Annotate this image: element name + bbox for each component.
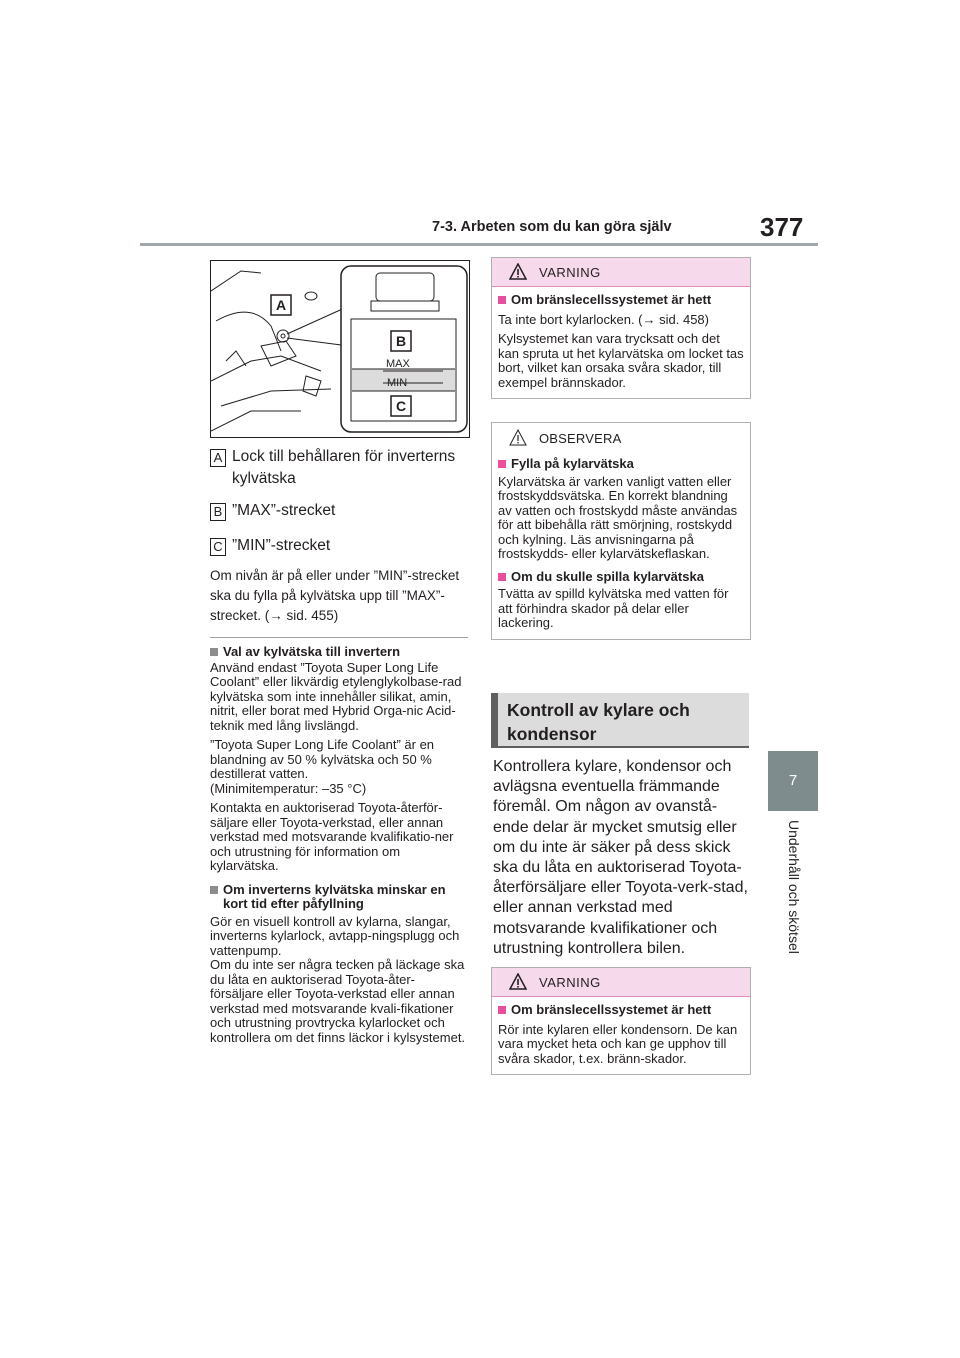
legend-text-c: ”MIN”-strecket xyxy=(232,537,331,554)
header-rule xyxy=(140,243,818,246)
bullet-square xyxy=(210,886,218,894)
section-title: 7-3. Arbeten som du kan göra själv xyxy=(432,219,672,235)
bullet-square xyxy=(498,1006,506,1014)
warning-p1: Rör inte kylaren eller kondensorn. De kan vara mycket heta och kan ge upphov till svåra skador, t.ex. bränn-skador. xyxy=(498,1021,738,1066)
section-heading-text: Kontroll av kylare och kondensor xyxy=(507,700,690,744)
legend-letter-a: A xyxy=(210,449,226,467)
callout-b: B xyxy=(395,333,407,349)
section-body: Kontrollera kylare, kondensor och avlägsna eventuella främmande föremål. Om någon av ovanstå-ende delar är mycket smutsig eller om du inte är säker på dess skick ska du låta en auktoriserad Toyota-återförsäljare eller Toyota-verk-stad, eller annan verkstad med motsvarande kvalifikationer och utrustning kontrollera bilen. xyxy=(493,758,748,957)
coolant-choice-p2: ”Toyota Super Long Life Coolant” är en blandning av 50 % kylvätska och 50 % destillerat vatten. xyxy=(210,737,435,781)
warning-body xyxy=(492,997,750,1074)
chapter-tab[interactable]: 7 xyxy=(768,751,818,811)
notice-heading-1: Fylla på kylarvätska xyxy=(498,457,744,472)
chapter-label xyxy=(784,820,804,970)
coolant-reservoir-illustration xyxy=(210,260,470,438)
notice-heading-2: Om du skulle spilla kylarvätska xyxy=(498,570,744,585)
callout-a: A xyxy=(275,297,287,313)
legend-letter-b: B xyxy=(210,503,226,521)
warning-box-1 xyxy=(491,257,751,399)
bullet-square xyxy=(498,296,506,304)
coolant-decrease-p2: Om du inte ser några tecken på läckage ska du låta en auktoriserad Toyota-åter-försäljare eller Toyota-verkstad eller annan verkstad med motsvarande kvali-fikationer och utrustning provtrycka kylarlocket och kontrollera om det finns läckor i kylsystemet. xyxy=(210,957,466,1045)
coolant-choice-heading: Val av kylvätska till invertern xyxy=(210,645,468,660)
notice-label: OBSERVERA xyxy=(539,431,622,446)
bullet-square xyxy=(498,573,506,581)
page-number: 377 xyxy=(760,212,804,242)
warning-triangle-icon xyxy=(509,973,527,990)
min-mark: MIN xyxy=(387,377,408,389)
legend-item-a xyxy=(210,446,464,490)
intro-note: Om nivån är på eller under ”MIN”-strecket ska du fylla på kylvätska upp till ”MAX”-strecket. (→ sid. 455) xyxy=(210,568,460,623)
notice-p2: Tvätta av spilld kylvätska med vatten för att förhindra skador på delar eller lackering. xyxy=(498,586,729,630)
legend-text-a: Lock till behållaren för inverterns kylvätska xyxy=(232,448,456,487)
legend-item-b xyxy=(210,500,464,522)
divider xyxy=(210,637,468,638)
warning-p1: Ta inte bort kylarlocken. (→ sid. 458) xyxy=(498,311,709,327)
warning-triangle-icon xyxy=(509,263,527,280)
chapter-label-text: Underhåll och skötsel xyxy=(786,820,802,954)
warning-header xyxy=(492,258,750,287)
coolant-decrease-p1: Gör en visuell kontroll av kylarna, slangar, inverterns kylarlock, avtapp-ningsplugg och vattenpump. xyxy=(210,913,460,958)
warning-header xyxy=(492,968,750,997)
warning-label: VARNING xyxy=(539,975,601,990)
warning-body xyxy=(492,287,750,398)
callout-c: C xyxy=(395,398,407,414)
legend-item-c xyxy=(210,535,464,557)
caution-triangle-icon xyxy=(509,429,527,446)
left-column xyxy=(210,645,468,1045)
warning-box-2 xyxy=(491,967,751,1075)
warning-heading: Om bränslecellssystemet är hett xyxy=(498,293,744,308)
notice-body xyxy=(492,451,750,639)
coolant-choice-p1: Använd endast ”Toyota Super Long Life Coolant” eller likvärdig etylenglykolbase-rad kylvätska som inte innehåller silikat, amin, nitrit, eller borat med Hybrid Orga-nic Acid-teknik med lång livslängd. xyxy=(210,659,462,733)
warning-p2: Kylsystemet kan vara trycksatt och det kan spruta ut het kylarvätska om locket tas bort, vilket kan orsaka svåra skador, till exempel brännskador. xyxy=(498,331,744,390)
warning-heading: Om bränslecellssystemet är hett xyxy=(498,1003,744,1018)
bullet-square xyxy=(210,648,218,656)
warning-label: VARNING xyxy=(539,265,601,280)
coolant-decrease-heading: Om inverterns kylvätska minskar en kort tid efter påfyllning xyxy=(210,883,468,912)
bullet-square xyxy=(498,460,506,468)
max-mark: MAX xyxy=(386,358,410,370)
legend-text-b: ”MAX”-strecket xyxy=(232,502,336,519)
notice-box xyxy=(491,422,751,640)
notice-p1: Kylarvätska är varken vanligt vatten eller frostskyddsvätska. En korrekt blandning av vatten och frostskydd måste användas för att bibehålla rätt smörjning, rostskydd och kylning. Läs anvisningarna på frostskydds- eller kylarvätskeflaskan. xyxy=(498,473,738,561)
legend-letter-c: C xyxy=(210,538,226,556)
notice-header xyxy=(492,423,750,451)
coolant-choice-p3: Kontakta en auktoriserad Toyota-återför-säljare eller Toyota-verkstad, eller annan verkstad med motsvarande kvalifikatio-ner och utrustning för information om kylarvätska. xyxy=(210,800,454,873)
coolant-choice-p2b: (Minimitemperatur: –35 °C) xyxy=(210,780,367,796)
section-heading xyxy=(491,693,749,748)
engine-bay-drawing xyxy=(211,261,469,437)
